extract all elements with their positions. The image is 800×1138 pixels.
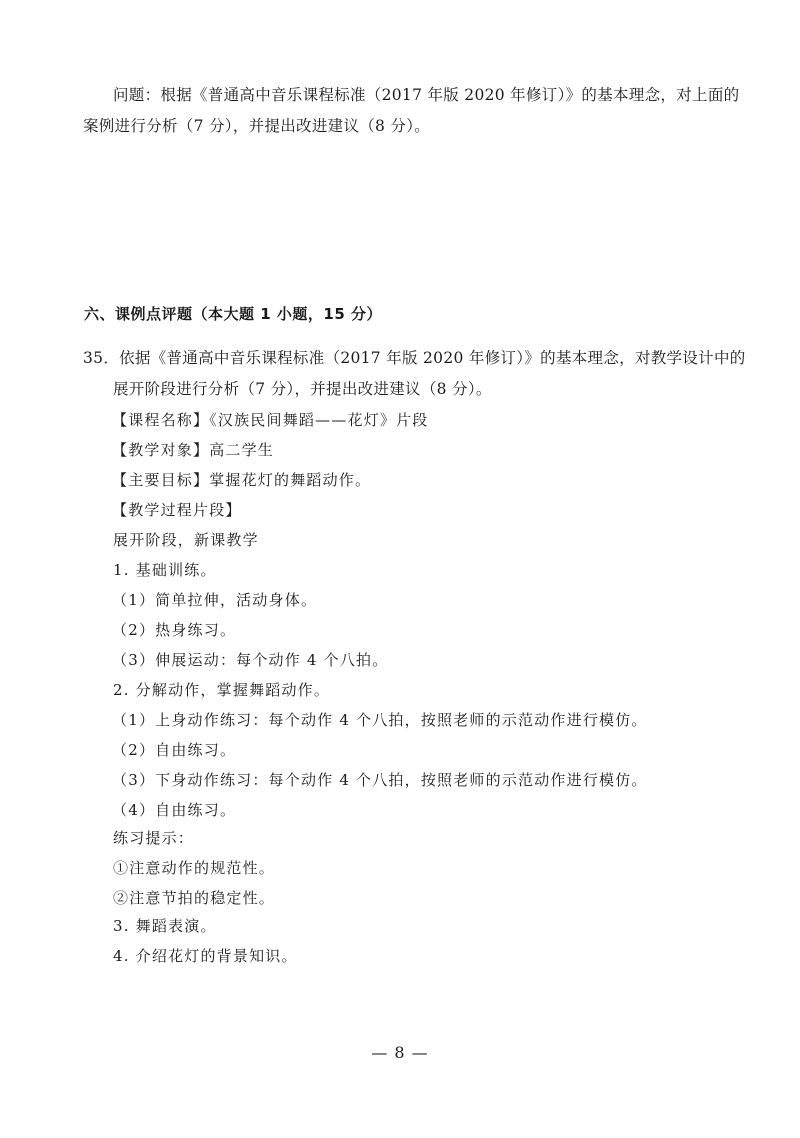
step-2-3: （3）下身动作练习：每个动作 4 个八拍，按照老师的示范动作进行模仿。 [112, 771, 648, 789]
question-35-line-2: 展开阶段进行分析（7 分），并提出改进建议（8 分）。 [113, 380, 492, 398]
question-prev-line-1: 问题：根据《普通高中音乐课程标准（2017 年版 2020 年修订）》的基本理念，对上面的 [113, 86, 740, 104]
tips-title: 练习提示： [113, 829, 195, 847]
main-objective: 【主要目标】掌握花灯的舞蹈动作。 [112, 471, 372, 489]
step-2: 2. 分解动作，掌握舞蹈动作。 [113, 681, 331, 699]
step-1-2: （2）热身练习。 [112, 621, 237, 639]
step-1-1: （1）简单拉伸，活动身体。 [112, 591, 318, 609]
step-2-2: （2）自由练习。 [112, 741, 237, 759]
stage-title: 展开阶段，新课教学 [113, 531, 259, 549]
process-title: 【教学过程片段】 [112, 501, 242, 519]
step-3: 3. 舞蹈表演。 [113, 917, 217, 935]
tip-1: ①注意动作的规范性。 [113, 859, 276, 877]
tip-2: ②注意节拍的稳定性。 [113, 889, 276, 907]
section-six-heading: 六、课例点评题（本大题 1 小题，15 分） [84, 305, 382, 323]
question-prev-line-2: 案例进行分析（7 分），并提出改进建议（8 分）。 [83, 117, 431, 135]
step-2-1: （1）上身动作练习：每个动作 4 个八拍，按照老师的示范动作进行模仿。 [112, 711, 648, 729]
step-1: 1. 基础训练。 [113, 561, 217, 579]
step-2-4: （4）自由练习。 [112, 801, 237, 819]
page-number: — 8 — [371, 1043, 429, 1062]
question-35-line-1: 35．依据《普通高中音乐课程标准（2017 年版 2020 年修订）》的基本理念，对教学设计中的 [83, 349, 746, 367]
step-4: 4. 介绍花灯的背景知识。 [113, 947, 298, 965]
teaching-audience: 【教学对象】高二学生 [112, 441, 275, 459]
step-1-3: （3）伸展运动：每个动作 4 个八拍。 [112, 651, 389, 669]
course-name: 【课程名称】《汉族民间舞蹈——花灯》片段 [112, 411, 429, 429]
